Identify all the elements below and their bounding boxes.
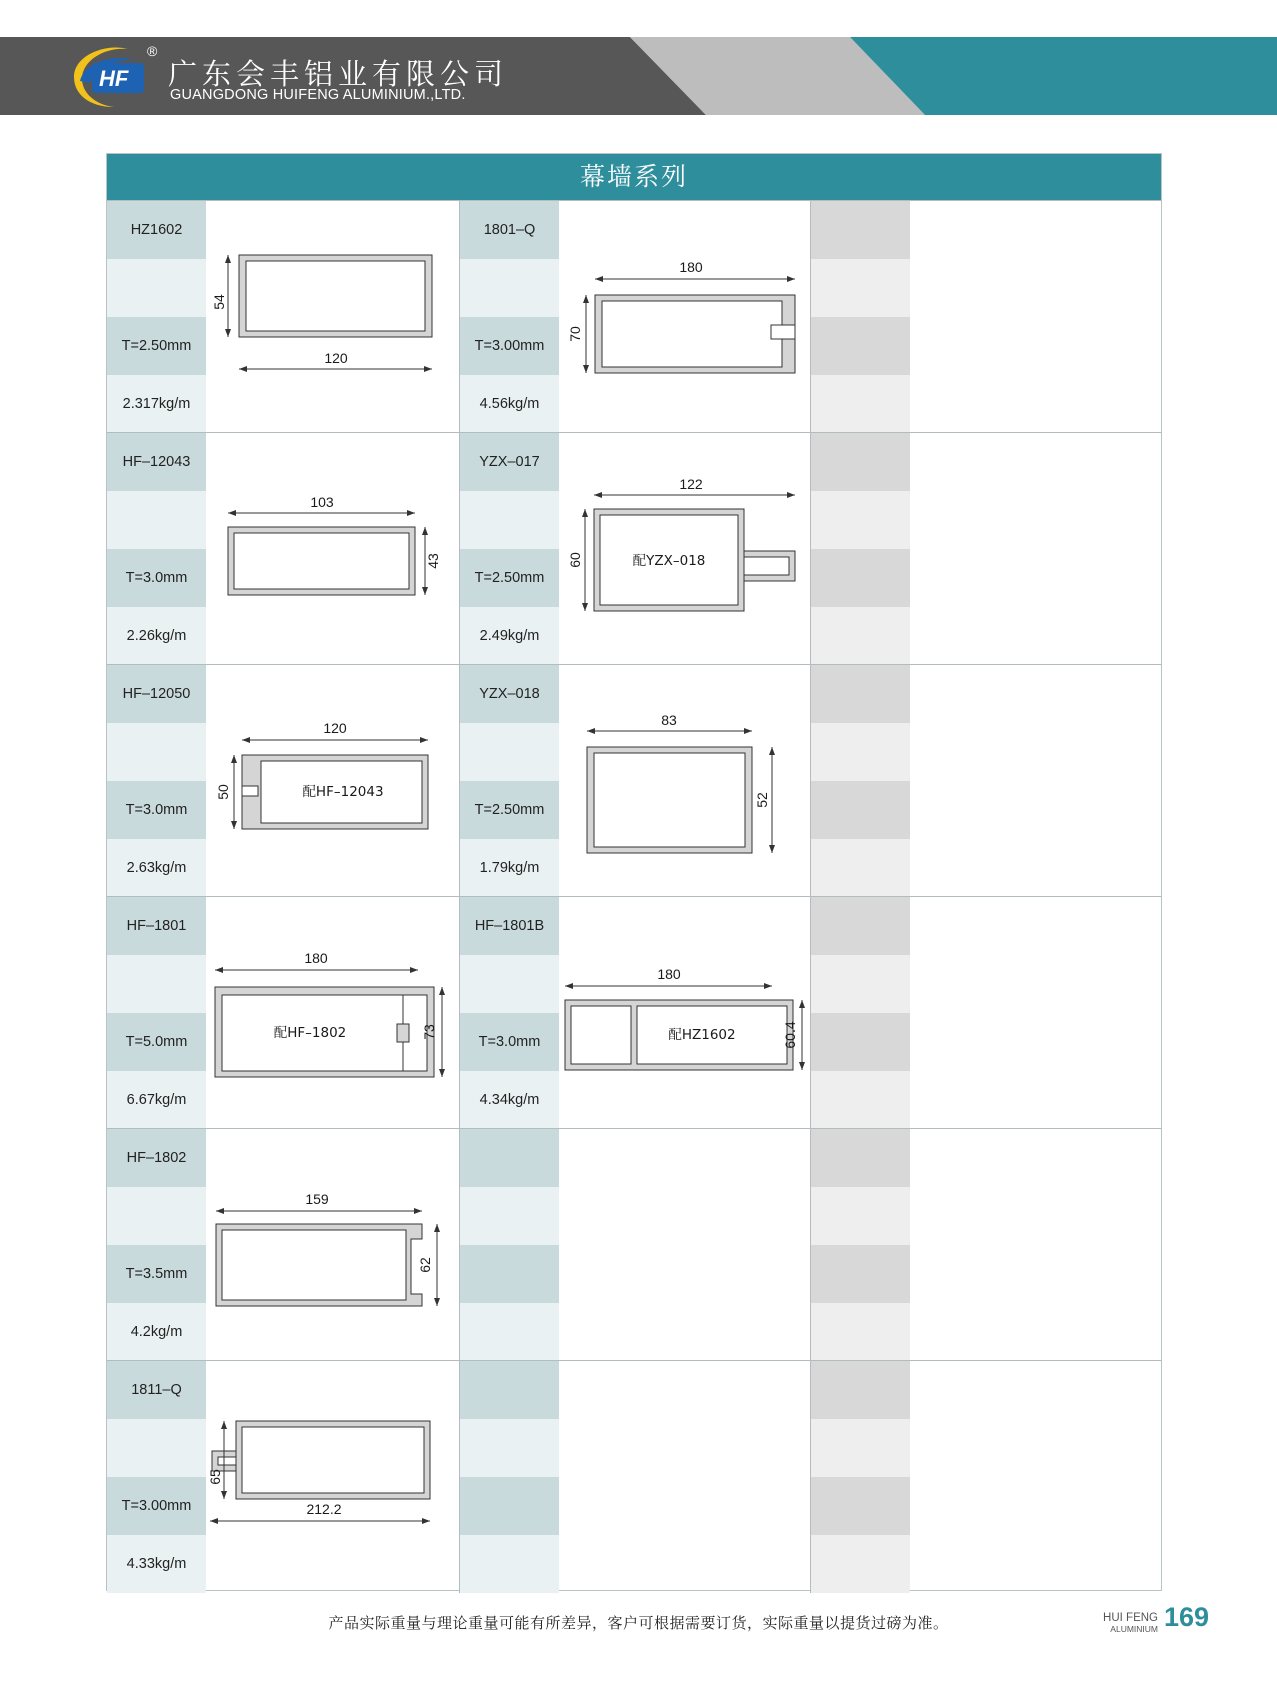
empty-card	[459, 1129, 811, 1361]
company-name-cn: 广东会丰铝业有限公司	[168, 57, 509, 91]
profile-drawing	[559, 433, 811, 665]
profile-drawing	[206, 433, 458, 665]
dimension-label: 180	[679, 259, 703, 275]
profile-weight: 2.317kg/m	[107, 375, 206, 433]
page-header	[0, 37, 1277, 115]
empty-card	[810, 433, 1162, 665]
profile-model: HF–1801B	[460, 897, 559, 955]
profile-card	[459, 201, 811, 433]
profile-thickness: T=2.50mm	[107, 317, 206, 375]
profile-label-column	[107, 1129, 206, 1361]
profile-weight: 4.56kg/m	[460, 375, 559, 433]
dimension-label: 73	[421, 1024, 437, 1040]
registered-mark: ®	[147, 43, 158, 59]
profile-label-column	[460, 665, 559, 897]
profile-model: 1811–Q	[107, 1361, 206, 1419]
profile-model: HF–12050	[107, 665, 206, 723]
profile-drawing	[206, 897, 458, 1129]
dimension-label: 180	[657, 966, 681, 982]
catalogue-row	[107, 1128, 1161, 1360]
profile-model: 1801–Q	[460, 201, 559, 259]
profile-weight: 2.63kg/m	[107, 839, 206, 897]
profile-drawing	[559, 665, 811, 897]
empty-card	[459, 1361, 811, 1593]
empty-card	[810, 1129, 1162, 1361]
profile-weight: 1.79kg/m	[460, 839, 559, 897]
dimension-label: 103	[310, 494, 334, 510]
profile-label-column	[107, 433, 206, 665]
profile-model: YZX–017	[460, 433, 559, 491]
company-name-en: GUANGDONG HUIFENG ALUMINIUM.,LTD.	[170, 87, 466, 103]
dimension-label: 70	[567, 326, 583, 342]
profile-card	[459, 897, 811, 1129]
profile-card	[459, 433, 811, 665]
catalogue-row	[107, 1360, 1161, 1592]
profile-card	[107, 1361, 459, 1593]
empty-card	[810, 201, 1162, 433]
mating-note: 配HF–1802	[273, 1025, 347, 1041]
profile-label-column	[107, 1361, 206, 1593]
profile-weight: 2.49kg/m	[460, 607, 559, 665]
profile-thickness: T=5.0mm	[107, 1013, 206, 1071]
catalogue-panel	[106, 153, 1162, 1591]
profile-label-column	[460, 433, 559, 665]
dimension-label: 52	[754, 792, 770, 808]
catalogue-row	[107, 664, 1161, 896]
footer-brand	[1100, 1612, 1158, 1634]
profile-label-column	[107, 897, 206, 1129]
dimension-label: 62	[417, 1257, 433, 1273]
mating-note: 配YZX–018	[632, 553, 706, 569]
dimension-label: 122	[679, 476, 703, 492]
dimension-label: 65	[207, 1469, 223, 1485]
profile-thickness: T=3.0mm	[107, 549, 206, 607]
footer-brand-line1: HUI FENG	[1103, 1612, 1158, 1624]
profile-label-column	[460, 897, 559, 1129]
mating-note: 配HF–12043	[302, 784, 384, 800]
profile-thickness: T=2.50mm	[460, 781, 559, 839]
empty-card	[810, 897, 1162, 1129]
empty-card	[810, 665, 1162, 897]
dimension-label: 50	[215, 784, 231, 800]
profile-drawing	[206, 1361, 458, 1593]
profile-weight: 4.33kg/m	[107, 1535, 206, 1593]
profile-card	[107, 1129, 459, 1361]
profile-card	[107, 665, 459, 897]
dimension-label: 120	[324, 350, 348, 366]
profile-drawing	[206, 665, 458, 897]
catalogue-row	[107, 896, 1161, 1128]
profile-label-column	[460, 201, 559, 433]
profile-label-column	[107, 665, 206, 897]
section-title: 幕墙系列	[107, 154, 1161, 200]
profile-thickness: T=2.50mm	[460, 549, 559, 607]
profile-model: HF–1802	[107, 1129, 206, 1187]
profile-drawing	[559, 897, 811, 1129]
profile-thickness: T=3.00mm	[107, 1477, 206, 1535]
dimension-label: 159	[305, 1191, 329, 1207]
profile-weight: 4.2kg/m	[107, 1303, 206, 1361]
dimension-label: 54	[211, 294, 227, 310]
profile-weight: 4.34kg/m	[460, 1071, 559, 1129]
profile-thickness: T=3.0mm	[107, 781, 206, 839]
profile-thickness: T=3.00mm	[460, 317, 559, 375]
profile-drawing	[559, 201, 811, 433]
footer-note: 产品实际重量与理论重量可能有所差异，客户可根据需要订货，实际重量以提货过磅为准。	[328, 1614, 949, 1632]
dimension-label: 120	[323, 720, 347, 736]
profile-drawing	[206, 1129, 458, 1361]
dimension-label: 43	[425, 553, 441, 569]
catalogue-row	[107, 200, 1161, 432]
profile-model: HF–12043	[107, 433, 206, 491]
dimension-label: 60.4	[782, 1021, 798, 1049]
dimension-label: 60	[567, 552, 583, 568]
dimension-label: 83	[661, 712, 677, 728]
profile-thickness: T=3.0mm	[460, 1013, 559, 1071]
profile-model: HZ1602	[107, 201, 206, 259]
profile-drawing	[206, 201, 458, 433]
svg-text:HF: HF	[99, 66, 129, 91]
profile-card	[107, 201, 459, 433]
catalogue-row	[107, 432, 1161, 664]
profile-model: HF–1801	[107, 897, 206, 955]
profile-card	[107, 897, 459, 1129]
profile-card	[107, 433, 459, 665]
empty-card	[810, 1361, 1162, 1593]
profile-thickness: T=3.5mm	[107, 1245, 206, 1303]
profile-weight: 2.26kg/m	[107, 607, 206, 665]
profile-label-column	[107, 201, 206, 433]
profile-weight: 6.67kg/m	[107, 1071, 206, 1129]
page-number: 169	[1164, 1602, 1210, 1632]
dimension-label: 180	[304, 950, 328, 966]
mating-note: 配HZ1602	[668, 1027, 736, 1043]
profile-card	[459, 665, 811, 897]
dimension-label: 212.2	[306, 1501, 342, 1517]
profile-model: YZX–018	[460, 665, 559, 723]
footer-brand-line2: ALUMINIUM	[1110, 1624, 1158, 1634]
